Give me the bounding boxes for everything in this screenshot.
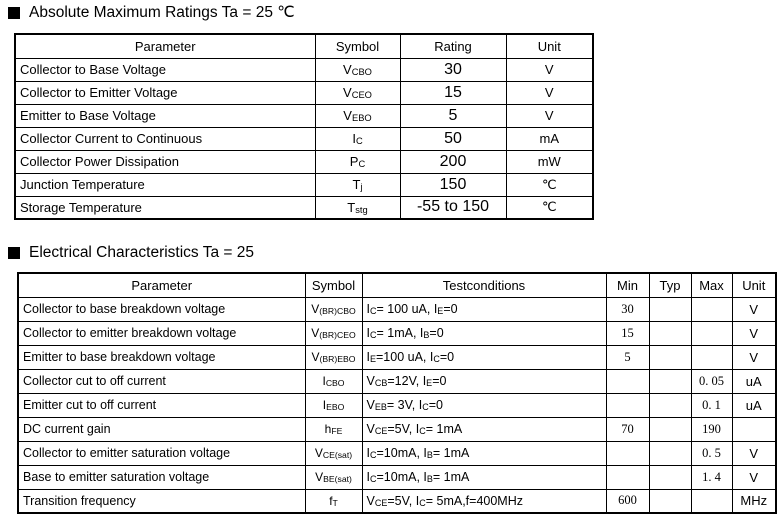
table-row — [15, 127, 593, 150]
symbol-text: f — [329, 493, 333, 508]
symbol-subscript: CE — [374, 426, 388, 436]
unit-cell: mW — [506, 150, 593, 173]
symbol-text: h — [324, 422, 332, 436]
symbol-text: V — [311, 350, 320, 364]
symbol-text: I — [322, 398, 327, 412]
unit-cell: ℃ — [506, 196, 593, 219]
min-cell: 600 — [606, 489, 649, 513]
symbol-cell — [305, 465, 362, 489]
symbol-text: = 3V, I — [386, 398, 423, 412]
typ-cell — [649, 465, 691, 489]
testconditions-cell — [362, 417, 606, 441]
table-body — [15, 58, 593, 219]
typ-cell — [649, 345, 691, 369]
unit-cell: V — [506, 104, 593, 127]
symbol-subscript: C — [422, 402, 429, 412]
symbol-subscript: C — [419, 426, 426, 436]
testconditions-cell — [362, 489, 606, 513]
symbol-subscript: stg — [355, 204, 368, 215]
symbol-text: =5V, I — [387, 493, 420, 508]
parameter-cell: Collector cut to off current — [18, 369, 305, 393]
symbol-cell — [305, 345, 362, 369]
symbol-text: V — [366, 422, 375, 436]
symbol-subscript: C — [358, 159, 366, 169]
max-cell — [691, 321, 732, 345]
unit-cell: V — [732, 321, 776, 345]
unit-cell: MHz — [732, 489, 776, 513]
symbol-subscript: B — [423, 330, 430, 340]
header-cell: Symbol — [315, 34, 400, 58]
table-header — [15, 34, 593, 58]
typ-cell — [649, 297, 691, 321]
symbol-text: =0 — [443, 302, 458, 316]
symbol-text: T — [347, 199, 356, 215]
symbol-text: = 1mA, I — [376, 326, 424, 340]
symbol-subscript: E — [426, 378, 433, 388]
min-cell: 30 — [606, 297, 649, 321]
parameter-cell: Collector to Emitter Voltage — [15, 81, 315, 104]
header-row — [15, 34, 593, 58]
rating-cell: 5 — [400, 104, 506, 127]
symbol-subscript: CBO — [351, 67, 372, 77]
symbol-text: V — [311, 302, 320, 316]
max-cell — [691, 297, 732, 321]
table-row — [15, 173, 593, 196]
max-cell: 0. 5 — [691, 441, 732, 465]
symbol-text: = 1mA — [425, 422, 463, 436]
parameter-cell: DC current gain — [18, 417, 305, 441]
max-cell: 190 — [691, 417, 732, 441]
section-title-text: Electrical Characteristics Ta = 25 — [29, 244, 254, 261]
electrical-characteristics-table — [17, 272, 777, 514]
parameter-cell: Junction Temperature — [15, 173, 315, 196]
black-square-bullet-icon — [8, 7, 20, 19]
symbol-text: = 1mA — [432, 446, 470, 460]
section-title-text: Absolute Maximum Ratings Ta = 25 ℃ — [29, 4, 295, 21]
testconditions-cell — [362, 441, 606, 465]
symbol-text: I — [366, 326, 370, 340]
unit-cell: V — [506, 81, 593, 104]
table-row — [15, 58, 593, 81]
symbol-subscript: T — [332, 497, 338, 508]
section-title-absolute-maximum-ratings — [8, 3, 295, 22]
header-cell: Parameter — [15, 34, 315, 58]
symbol-cell — [315, 58, 400, 81]
header-row — [18, 273, 776, 297]
symbol-subscript: C — [419, 497, 426, 508]
symbol-text: = 1mA — [432, 470, 470, 484]
table-row — [18, 345, 776, 369]
min-cell — [606, 393, 649, 417]
min-cell: 15 — [606, 321, 649, 345]
symbol-cell — [315, 150, 400, 173]
symbol-cell — [305, 369, 362, 393]
max-cell: 1. 4 — [691, 465, 732, 489]
min-cell — [606, 441, 649, 465]
symbol-subscript: (BR)EBO — [319, 354, 356, 364]
symbol-text: T — [352, 177, 361, 192]
typ-cell — [649, 417, 691, 441]
symbol-text: =0 — [432, 374, 447, 388]
symbol-text: I — [366, 446, 370, 460]
symbol-cell — [315, 81, 400, 104]
symbol-text: I — [366, 302, 370, 316]
symbol-subscript: CEO — [351, 90, 372, 100]
parameter-cell: Collector to emitter saturation voltage — [18, 441, 305, 465]
testconditions-cell — [362, 393, 606, 417]
symbol-cell — [305, 321, 362, 345]
table-row — [18, 297, 776, 321]
unit-cell: ℃ — [506, 173, 593, 196]
max-cell: 0. 1 — [691, 393, 732, 417]
table-row — [18, 321, 776, 345]
typ-cell — [649, 441, 691, 465]
parameter-cell: Collector to emitter breakdown voltage — [18, 321, 305, 345]
table-row — [18, 465, 776, 489]
symbol-text: = 100 uA, I — [376, 302, 438, 316]
symbol-text: I — [366, 470, 370, 484]
unit-cell — [732, 417, 776, 441]
testconditions-cell — [362, 297, 606, 321]
parameter-cell: Emitter cut to off current — [18, 393, 305, 417]
symbol-subscript: CB — [374, 378, 388, 388]
symbol-text: V — [343, 85, 352, 100]
symbol-text: V — [366, 374, 375, 388]
unit-cell: V — [506, 58, 593, 81]
symbol-cell — [305, 489, 362, 513]
unit-cell: uA — [732, 393, 776, 417]
symbol-cell — [305, 441, 362, 465]
symbol-text: =10mA, I — [376, 446, 427, 460]
testconditions-cell — [362, 345, 606, 369]
table-row — [18, 417, 776, 441]
rating-cell: -55 to 150 — [400, 196, 506, 219]
symbol-text: P — [349, 154, 359, 169]
symbol-text: V — [343, 62, 352, 77]
symbol-text: V — [366, 493, 375, 508]
typ-cell — [649, 489, 691, 513]
symbol-text: =100 uA, I — [376, 350, 434, 364]
symbol-subscript: C — [369, 306, 377, 316]
symbol-text: I — [366, 350, 370, 364]
symbol-cell — [305, 393, 362, 417]
symbol-text: =0 — [439, 350, 455, 364]
parameter-cell: Emitter to Base Voltage — [15, 104, 315, 127]
symbol-text: I — [352, 131, 356, 146]
rating-cell: 200 — [400, 150, 506, 173]
symbol-cell — [315, 173, 400, 196]
table-row — [18, 393, 776, 417]
rating-cell: 15 — [400, 81, 506, 104]
header-cell: Unit — [506, 34, 593, 58]
unit-cell: mA — [506, 127, 593, 150]
header-cell: Min — [606, 273, 649, 297]
unit-cell: V — [732, 441, 776, 465]
typ-cell — [649, 369, 691, 393]
symbol-text: V — [311, 326, 320, 340]
symbol-subscript: CBO — [325, 378, 345, 388]
parameter-cell: Base to emitter saturation voltage — [18, 465, 305, 489]
symbol-subscript: B — [426, 450, 433, 460]
unit-cell: V — [732, 465, 776, 489]
symbol-subscript: CE(sat) — [322, 450, 353, 460]
symbol-subscript: C — [433, 354, 440, 364]
testconditions-cell — [362, 465, 606, 489]
parameter-cell: Collector Power Dissipation — [15, 150, 315, 173]
symbol-text: =0 — [429, 326, 444, 340]
table-row — [15, 150, 593, 173]
parameter-cell: Storage Temperature — [15, 196, 315, 219]
symbol-subscript: B — [426, 474, 433, 484]
symbol-subscript: EBO — [326, 402, 345, 412]
symbol-subscript: C — [369, 450, 377, 460]
symbol-subscript: C — [369, 474, 377, 484]
symbol-subscript: (BR)CBO — [319, 306, 356, 316]
symbol-subscript: CE — [374, 497, 388, 508]
max-cell — [691, 489, 732, 513]
table-row — [18, 441, 776, 465]
symbol-text: V — [343, 108, 352, 123]
testconditions-cell — [362, 321, 606, 345]
symbol-text: =0 — [428, 398, 443, 412]
section-title-electrical-characteristics — [8, 244, 254, 262]
typ-cell — [649, 393, 691, 417]
rating-cell: 150 — [400, 173, 506, 196]
symbol-text: =12V, I — [387, 374, 427, 388]
symbol-cell — [305, 417, 362, 441]
testconditions-cell — [362, 369, 606, 393]
max-cell — [691, 345, 732, 369]
symbol-subscript: EB — [374, 402, 387, 412]
absolute-maximum-ratings-table — [14, 33, 594, 220]
table-row — [15, 104, 593, 127]
table-row — [15, 196, 593, 219]
header-cell: Parameter — [18, 273, 305, 297]
parameter-cell: Collector to Base Voltage — [15, 58, 315, 81]
max-cell: 0. 05 — [691, 369, 732, 393]
symbol-subscript: FE — [331, 426, 343, 436]
unit-cell: V — [732, 345, 776, 369]
symbol-subscript: E — [369, 354, 376, 364]
rating-cell: 50 — [400, 127, 506, 150]
table-row — [18, 369, 776, 393]
symbol-text: = 5mA,f=400MHz — [425, 493, 523, 508]
header-cell: Typ — [649, 273, 691, 297]
black-square-bullet-icon — [8, 247, 20, 259]
table-row — [18, 489, 776, 513]
header-cell: Unit — [732, 273, 776, 297]
symbol-subscript: j — [360, 182, 363, 192]
parameter-cell: Collector Current to Continuous — [15, 127, 315, 150]
min-cell — [606, 369, 649, 393]
symbol-text: I — [322, 374, 326, 388]
parameter-cell: Emitter to base breakdown voltage — [18, 345, 305, 369]
header-cell: Symbol — [305, 273, 362, 297]
table-body — [18, 297, 776, 513]
symbol-cell — [305, 297, 362, 321]
symbol-subscript: EBO — [351, 113, 372, 123]
symbol-cell — [315, 104, 400, 127]
symbol-text: =10mA, I — [376, 470, 427, 484]
parameter-cell: Collector to base breakdown voltage — [18, 297, 305, 321]
unit-cell: V — [732, 297, 776, 321]
table-row — [15, 81, 593, 104]
symbol-cell — [315, 196, 400, 219]
symbol-text: V — [366, 398, 375, 412]
symbol-subscript: C — [369, 330, 377, 340]
min-cell — [606, 465, 649, 489]
symbol-subscript: C — [355, 136, 363, 146]
symbol-text: V — [314, 446, 323, 460]
min-cell: 5 — [606, 345, 649, 369]
rating-cell: 30 — [400, 58, 506, 81]
symbol-text: V — [315, 470, 324, 484]
parameter-cell: Transition frequency — [18, 489, 305, 513]
header-cell: Rating — [400, 34, 506, 58]
unit-cell: uA — [732, 369, 776, 393]
header-cell: Testconditions — [362, 273, 606, 297]
symbol-subscript: E — [437, 306, 444, 316]
symbol-subscript: BE(sat) — [323, 474, 352, 484]
typ-cell — [649, 321, 691, 345]
table-header — [18, 273, 776, 297]
symbol-subscript: (BR)CEO — [319, 330, 356, 340]
min-cell: 70 — [606, 417, 649, 441]
header-cell: Max — [691, 273, 732, 297]
symbol-cell — [315, 127, 400, 150]
symbol-text: =5V, I — [387, 422, 420, 436]
